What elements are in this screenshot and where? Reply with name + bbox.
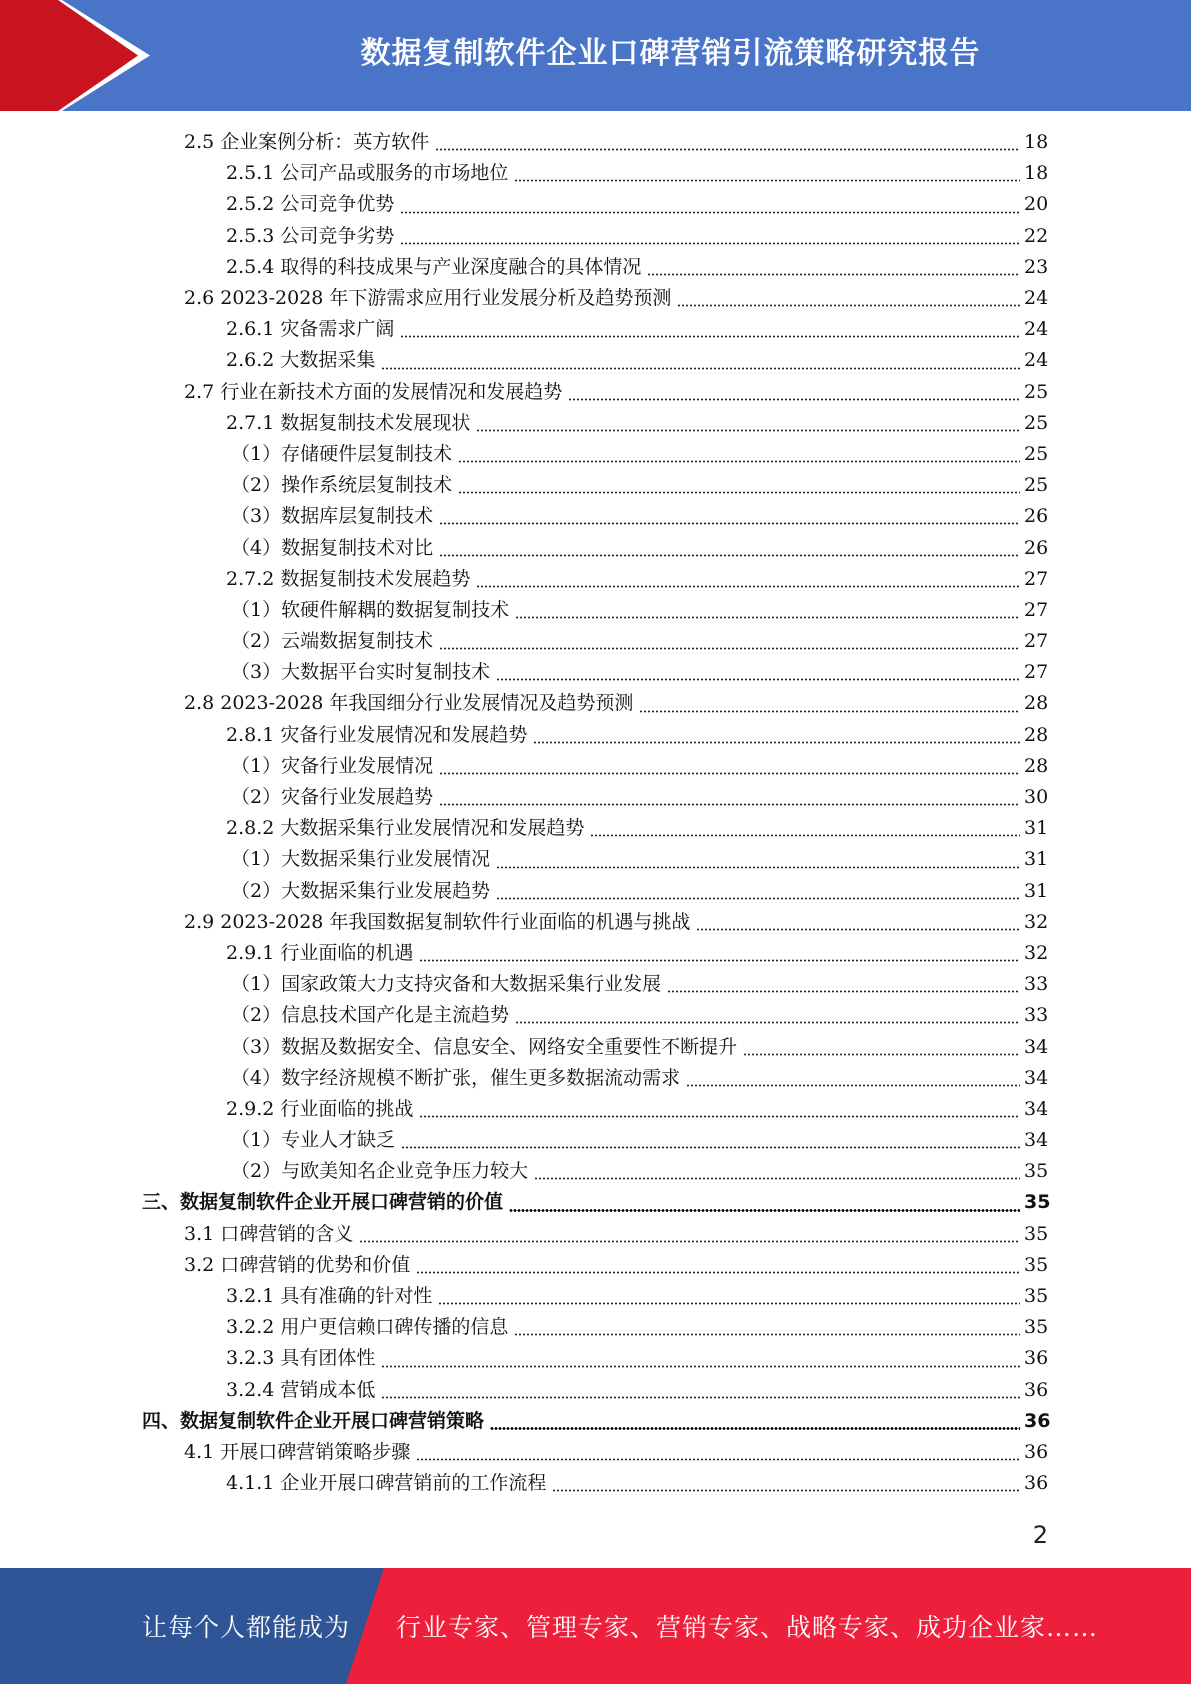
toc-entry[interactable] (0, 1063, 1191, 1094)
toc-entry-title: （2）灾备行业发展趋势 (231, 786, 434, 809)
toc-leader-dots (496, 678, 1020, 681)
table-of-contents (0, 127, 1191, 1499)
toc-entry[interactable] (0, 532, 1191, 563)
toc-entry[interactable] (0, 1468, 1191, 1499)
toc-leader-dots (439, 772, 1020, 775)
toc-entry-title: 2.5 企业案例分析：英方软件 (184, 131, 430, 154)
toc-entry[interactable] (0, 470, 1191, 501)
toc-entry-page: 25 (1024, 411, 1049, 434)
toc-entry[interactable] (0, 221, 1191, 252)
toc-entry[interactable] (0, 252, 1191, 283)
toc-leader-dots (514, 1333, 1020, 1336)
toc-entry[interactable] (0, 127, 1191, 158)
toc-entry-page: 36 (1024, 1472, 1049, 1495)
toc-entry[interactable] (0, 1406, 1191, 1437)
toc-entry-title: 3.2.2 用户更信赖口碑传播的信息 (226, 1316, 509, 1339)
toc-entry[interactable] (0, 1031, 1191, 1062)
toc-entry[interactable] (0, 938, 1191, 969)
toc-entry-title: 2.8.2 大数据采集行业发展情况和发展趋势 (226, 817, 585, 840)
toc-entry[interactable] (0, 439, 1191, 470)
toc-entry-title: （1）专业人才缺乏 (231, 1129, 396, 1152)
toc-entry-page: 34 (1024, 1035, 1049, 1058)
toc-entry-page: 35 (1024, 1285, 1049, 1308)
toc-entry-title: （3）数据及数据安全、信息安全、网络安全重要性不断提升 (231, 1035, 738, 1058)
toc-entry[interactable] (0, 314, 1191, 345)
toc-entry-title: 2.5.1 公司产品或服务的市场地位 (226, 162, 509, 185)
toc-leader-dots (590, 834, 1020, 837)
toc-entry-title: （1）国家政策大力支持灾备和大数据采集行业发展 (231, 973, 662, 996)
toc-entry-page: 18 (1024, 162, 1049, 185)
toc-leader-dots (476, 585, 1020, 588)
toc-entry[interactable] (0, 1094, 1191, 1125)
toc-leader-dots (435, 148, 1020, 151)
toc-entry-page: 24 (1024, 349, 1049, 372)
footer-slogan-right: 行业专家、管理专家、营销专家、战略专家、成功企业家…… (396, 1613, 1099, 1642)
toc-entry-title: 3.2.3 具有团体性 (226, 1347, 376, 1370)
toc-entry-title: 2.9.2 行业面临的挑战 (226, 1097, 414, 1120)
toc-entry[interactable] (0, 844, 1191, 875)
toc-leader-dots (439, 522, 1020, 525)
toc-entry[interactable] (0, 408, 1191, 439)
toc-entry-page: 26 (1024, 536, 1049, 559)
toc-entry[interactable] (0, 813, 1191, 844)
toc-leader-dots (667, 990, 1020, 993)
toc-entry-title: 4.1.1 企业开展口碑营销前的工作流程 (226, 1472, 547, 1495)
toc-leader-dots (515, 1021, 1020, 1024)
toc-entry[interactable] (0, 1250, 1191, 1281)
toc-entry-page: 35 (1024, 1253, 1049, 1276)
footer-banner (0, 1568, 1191, 1684)
toc-leader-dots (696, 928, 1020, 931)
toc-entry-title: 四、数据复制软件企业开展口碑营销策略 (142, 1409, 485, 1432)
toc-entry[interactable] (0, 564, 1191, 595)
toc-entry-title: 2.7.1 数据复制技术发展现状 (226, 411, 471, 434)
toc-entry[interactable] (0, 189, 1191, 220)
toc-entry-title: 2.5.3 公司竞争劣势 (226, 224, 395, 247)
toc-leader-dots (686, 1084, 1020, 1087)
toc-entry-page: 36 (1024, 1440, 1049, 1463)
toc-entry[interactable] (0, 501, 1191, 532)
toc-leader-dots (419, 1115, 1020, 1118)
toc-entry-title: 2.9 2023-2028 年我国数据复制软件行业面临的机遇与挑战 (184, 910, 691, 933)
toc-entry-page: 23 (1024, 255, 1049, 278)
toc-entry-title: 2.8 2023-2028 年我国细分行业发展情况及趋势预测 (184, 692, 634, 715)
toc-entry[interactable] (0, 1219, 1191, 1250)
toc-entry-title: 4.1 开展口碑营销策略步骤 (184, 1440, 411, 1463)
toc-entry-page: 20 (1024, 193, 1049, 216)
toc-leader-dots (416, 1271, 1020, 1274)
toc-entry[interactable] (0, 751, 1191, 782)
toc-entry-page: 28 (1024, 723, 1049, 746)
toc-entry-title: （1）灾备行业发展情况 (231, 754, 434, 777)
toc-entry-page: 25 (1024, 442, 1049, 465)
toc-leader-dots (677, 304, 1020, 307)
toc-entry[interactable] (0, 158, 1191, 189)
toc-entry-title: （4）数字经济规模不断扩张，催生更多数据流动需求 (231, 1066, 681, 1089)
toc-leader-dots (359, 1240, 1020, 1243)
toc-entry[interactable] (0, 1437, 1191, 1468)
header-banner (0, 0, 1191, 111)
toc-leader-dots (381, 1396, 1020, 1399)
toc-leader-dots (438, 1302, 1020, 1305)
toc-entry-page: 31 (1024, 817, 1049, 840)
toc-entry[interactable] (0, 1375, 1191, 1406)
toc-entry[interactable] (0, 720, 1191, 751)
toc-leader-dots (534, 1177, 1020, 1180)
toc-leader-dots (490, 1427, 1020, 1430)
toc-entry[interactable] (0, 595, 1191, 626)
toc-entry[interactable] (0, 1343, 1191, 1374)
toc-leader-dots (476, 429, 1020, 432)
toc-leader-dots (439, 554, 1020, 557)
toc-leader-dots (647, 273, 1020, 276)
toc-entry[interactable] (0, 283, 1191, 314)
toc-entry-title: （2）信息技术国产化是主流趋势 (231, 1004, 510, 1027)
toc-leader-dots (400, 335, 1020, 338)
toc-entry[interactable] (0, 969, 1191, 1000)
toc-entry-title: 2.9.1 行业面临的机遇 (226, 941, 414, 964)
toc-leader-dots (439, 803, 1020, 806)
toc-entry-title: 3.2.1 具有准确的针对性 (226, 1285, 433, 1308)
toc-entry[interactable] (0, 377, 1191, 408)
toc-entry-title: 2.6.2 大数据采集 (226, 349, 376, 372)
toc-leader-dots (381, 367, 1020, 370)
toc-entry[interactable] (0, 907, 1191, 938)
toc-entry-page: 27 (1024, 567, 1049, 590)
toc-entry-title: 2.7 行业在新技术方面的发展情况和发展趋势 (184, 380, 563, 403)
toc-entry[interactable] (0, 1125, 1191, 1156)
toc-leader-dots (458, 491, 1020, 494)
toc-entry-page: 35 (1024, 1160, 1049, 1183)
toc-entry-title: 3.2 口碑营销的优势和价值 (184, 1253, 411, 1276)
toc-entry[interactable] (0, 345, 1191, 376)
toc-leader-dots (381, 1365, 1020, 1368)
toc-entry[interactable] (0, 1312, 1191, 1343)
toc-leader-dots (401, 1146, 1020, 1149)
toc-entry[interactable] (0, 876, 1191, 907)
toc-leader-dots (400, 242, 1020, 245)
toc-entry-title: （2）大数据采集行业发展趋势 (231, 879, 491, 902)
toc-entry-page: 34 (1024, 1066, 1049, 1089)
toc-entry[interactable] (0, 1156, 1191, 1187)
toc-entry-title: （1）大数据采集行业发展情况 (231, 848, 491, 871)
footer-slogan-left: 让每个人都能成为 (142, 1613, 351, 1642)
toc-entry-title: （3）大数据平台实时复制技术 (231, 661, 491, 684)
toc-entry-title: （2）云端数据复制技术 (231, 630, 434, 653)
toc-leader-dots (439, 647, 1020, 650)
toc-entry-title: （1）软硬件解耦的数据复制技术 (231, 598, 510, 621)
toc-entry-page: 26 (1024, 505, 1049, 528)
toc-entry-page: 22 (1024, 224, 1049, 247)
toc-entry-page: 36 (1024, 1347, 1049, 1370)
toc-entry[interactable] (0, 657, 1191, 688)
toc-entry-title: 2.6.1 灾备需求广阔 (226, 318, 395, 341)
toc-entry-title: （1）存储硬件层复制技术 (231, 442, 453, 465)
toc-entry-page: 35 (1024, 1222, 1049, 1245)
toc-leader-dots (458, 460, 1020, 463)
toc-leader-dots (509, 1209, 1020, 1212)
toc-entry[interactable] (0, 1281, 1191, 1312)
page-number: 2 (1032, 1521, 1048, 1549)
toc-entry-title: 2.5.2 公司竞争优势 (226, 193, 395, 216)
toc-entry-page: 35 (1024, 1191, 1051, 1214)
toc-entry[interactable] (0, 782, 1191, 813)
toc-entry-page: 30 (1024, 786, 1049, 809)
toc-entry-page: 25 (1024, 474, 1049, 497)
toc-entry[interactable] (0, 1187, 1191, 1218)
toc-leader-dots (400, 211, 1020, 214)
toc-entry-title: 3.1 口碑营销的含义 (184, 1222, 354, 1245)
toc-entry-page: 27 (1024, 661, 1049, 684)
toc-entry-page: 27 (1024, 598, 1049, 621)
toc-entry-page: 31 (1024, 848, 1049, 871)
toc-entry-page: 18 (1024, 131, 1049, 154)
toc-entry-title: 三、数据复制软件企业开展口碑营销的价值 (142, 1191, 504, 1214)
toc-entry-title: 2.6 2023-2028 年下游需求应用行业发展分析及趋势预测 (184, 287, 672, 310)
toc-entry-title: 2.7.2 数据复制技术发展趋势 (226, 567, 471, 590)
toc-entry-title: 2.5.4 取得的科技成果与产业深度融合的具体情况 (226, 255, 642, 278)
arrow-logo-icon (0, 0, 160, 111)
toc-leader-dots (419, 959, 1020, 962)
toc-entry-title: （2）操作系统层复制技术 (231, 474, 453, 497)
toc-entry-page: 33 (1024, 973, 1049, 996)
toc-entry-page: 25 (1024, 380, 1049, 403)
toc-entry-page: 35 (1024, 1316, 1049, 1339)
toc-entry-page: 32 (1024, 910, 1049, 933)
toc-entry-page: 32 (1024, 941, 1049, 964)
toc-leader-dots (496, 897, 1020, 900)
toc-entry-page: 24 (1024, 318, 1049, 341)
toc-entry-page: 33 (1024, 1004, 1049, 1027)
toc-entry-page: 31 (1024, 879, 1049, 902)
toc-entry-title: 3.2.4 营销成本低 (226, 1378, 376, 1401)
toc-leader-dots (514, 179, 1020, 182)
toc-entry-page: 27 (1024, 630, 1049, 653)
toc-entry-page: 34 (1024, 1097, 1049, 1120)
toc-leader-dots (515, 616, 1020, 619)
toc-entry-title: （2）与欧美知名企业竞争压力较大 (231, 1160, 529, 1183)
toc-leader-dots (568, 398, 1020, 401)
toc-entry-page: 34 (1024, 1129, 1049, 1152)
toc-entry-title: （4）数据复制技术对比 (231, 536, 434, 559)
toc-entry[interactable] (0, 688, 1191, 719)
toc-leader-dots (552, 1489, 1020, 1492)
toc-entry-page: 28 (1024, 754, 1049, 777)
toc-entry[interactable] (0, 1000, 1191, 1031)
toc-leader-dots (533, 741, 1020, 744)
toc-entry-title: （3）数据库层复制技术 (231, 505, 434, 528)
toc-leader-dots (743, 1053, 1020, 1056)
document-title: 数据复制软件企业口碑营销引流策略研究报告 (360, 36, 981, 71)
toc-entry-page: 28 (1024, 692, 1049, 715)
toc-entry-page: 24 (1024, 287, 1049, 310)
toc-entry-title: 2.8.1 灾备行业发展情况和发展趋势 (226, 723, 528, 746)
toc-entry[interactable] (0, 626, 1191, 657)
toc-leader-dots (496, 866, 1020, 869)
toc-entry-page: 36 (1024, 1409, 1051, 1432)
toc-leader-dots (639, 710, 1020, 713)
toc-entry-page: 36 (1024, 1378, 1049, 1401)
toc-leader-dots (416, 1458, 1020, 1461)
